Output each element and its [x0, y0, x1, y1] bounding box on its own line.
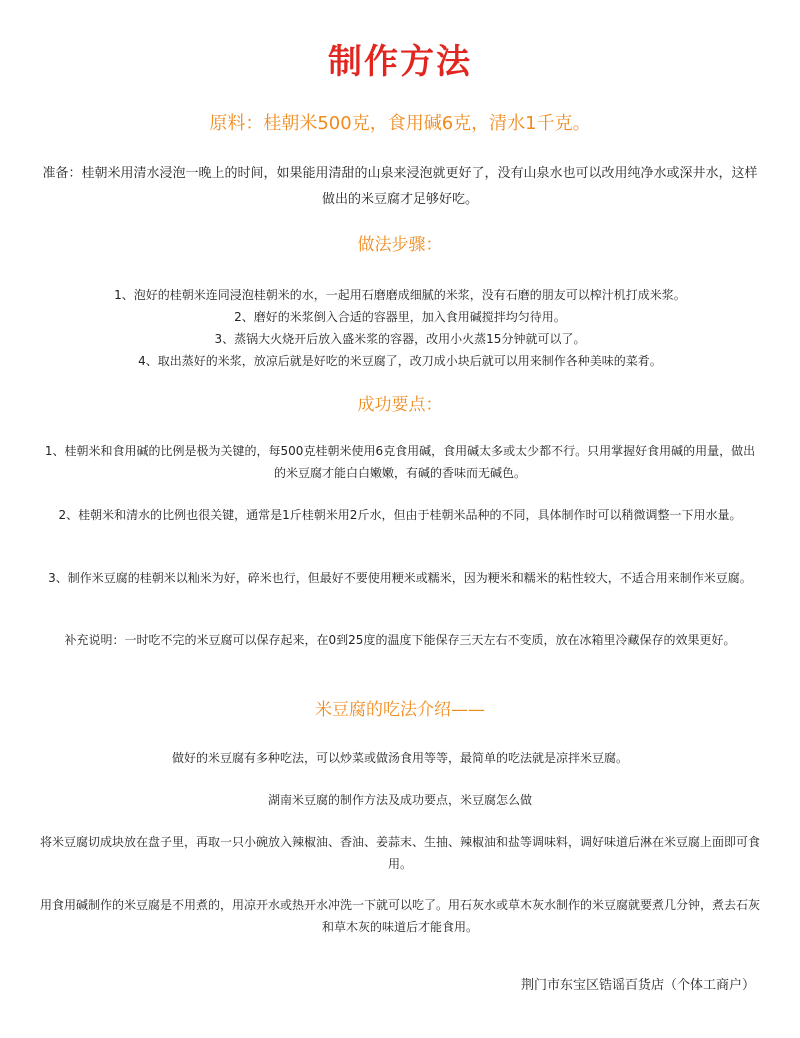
eating-paragraph: 将米豆腐切成块放在盘子里，再取一只小碗放入辣椒油、香油、姜蒜末、生抽、辣椒油和盐等调味料，调好味道后淋在米豆腐上面即可食用。	[40, 835, 761, 871]
steps-list	[40, 284, 760, 372]
success-point: 3、制作米豆腐的桂朝米以籼米为好，碎米也行，但最好不要使用粳米或糯米，因为粳米和糯米的粘性较大，不适合用来制作米豆腐。	[48, 571, 752, 585]
success-point: 1、桂朝米和食用碱的比例是极为关键的，每500克桂朝米使用6克食用碱，食用碱太多或太少都不行。只用掌握好食用碱的用量，做出的米豆腐才能白白嫩嫩，有碱的香味而无碱色。	[44, 444, 756, 480]
step-item: 3、蒸锅大火烧开后放入盛米浆的容器，改用小火蒸15分钟就可以了。	[214, 332, 586, 346]
success-points-heading: 成功要点：	[357, 395, 443, 415]
step-item: 1、泡好的桂朝米连同浸泡桂朝米的水，一起用石磨磨成细腻的米浆，没有石磨的朋友可以榨汁机打成米浆。	[114, 288, 686, 302]
step-item: 2、磨好的米浆倒入合适的容器里，加入食用碱搅拌均匀待用。	[234, 310, 566, 324]
eating-paragraph: 湖南米豆腐的制作方法及成功要点，米豆腐怎么做	[267, 793, 532, 807]
step-item: 4、取出蒸好的米浆，放凉后就是好吃的米豆腐了，改刀成小块后就可以用来制作各种美味的菜肴。	[138, 354, 662, 368]
ingredients-line: 原料：桂朝米500克，食用碱6克，清水1千克。	[209, 113, 591, 134]
eating-paragraph: 做好的米豆腐有多种吃法，可以炒菜或做汤食用等等，最简单的吃法就是凉拌米豆腐。	[171, 751, 628, 765]
eating-methods-heading: 米豆腐的吃法介绍——	[315, 700, 485, 720]
preparation-paragraph: 准备：桂朝米用清水浸泡一晚上的时间，如果能用清甜的山泉来浸泡就更好了，没有山泉水也可以改用纯净水或深井水，这样做出的米豆腐才足够好吃。	[42, 166, 758, 207]
eating-paragraph: 用食用碱制作的米豆腐是不用煮的，用凉开水或热开水冲洗一下就可以吃了。用石灰水或草木灰水制作的米豆腐就要煮几分钟，煮去石灰和草木灰的味道后才能食用。	[40, 898, 761, 934]
shop-name-footer: 荆门市东宝区锆谣百货店（个体工商户）	[520, 978, 755, 993]
success-point: 2、桂朝米和清水的比例也很关键，通常是1斤桂朝米用2斤水，但由于桂朝米品种的不同，具体制作时可以稍微调整一下用水量。	[58, 508, 742, 522]
supplement-note: 补充说明：一时吃不完的米豆腐可以保存起来，在0到25度的温度下能保存三天左右不变质，放在冰箱里冷藏保存的效果更好。	[64, 633, 736, 647]
steps-heading: 做法步骤：	[357, 235, 443, 255]
page-title: 制作方法	[328, 42, 472, 82]
